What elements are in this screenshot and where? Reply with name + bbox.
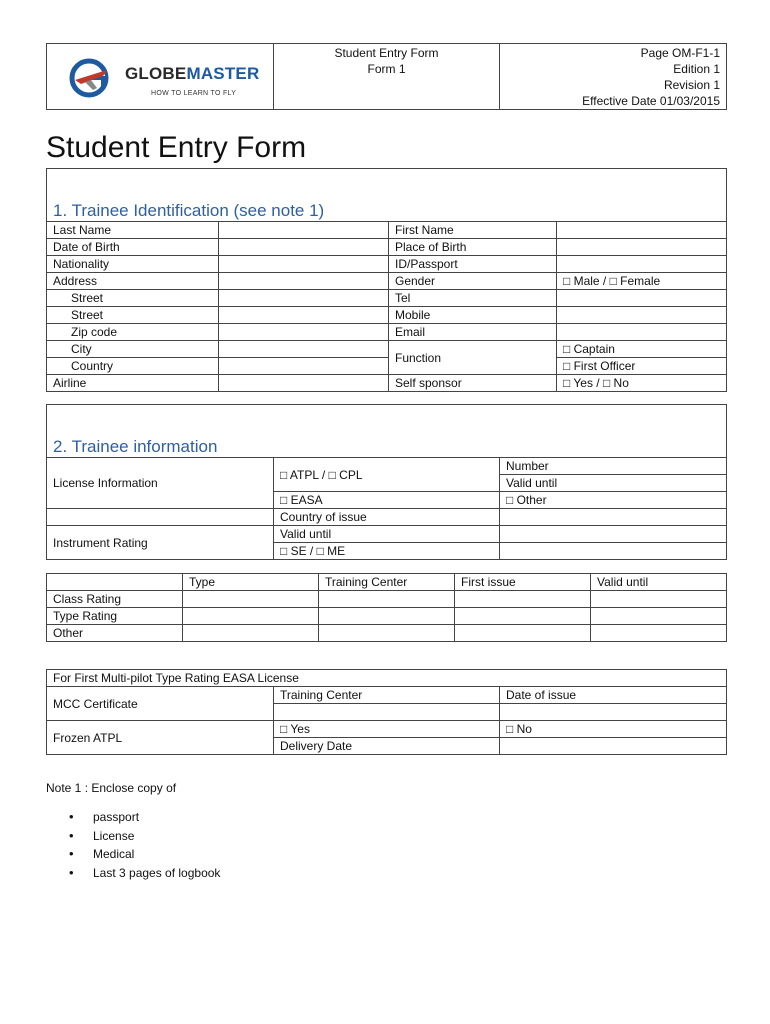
id-passport-label: ID/Passport — [389, 256, 557, 273]
table-row — [47, 256, 727, 273]
table-row — [47, 458, 727, 475]
country-issue-label: Country of issue — [274, 509, 500, 526]
logo-name-part2: MASTER — [186, 63, 260, 83]
nationality-label: Nationality — [47, 256, 219, 273]
table-row — [47, 625, 727, 642]
nationality-field[interactable] — [219, 256, 389, 273]
mcc-table — [46, 669, 727, 755]
table-row — [47, 591, 727, 608]
table-row — [47, 375, 727, 392]
table-row — [47, 273, 727, 290]
table-cell[interactable] — [319, 625, 455, 642]
street2-field[interactable] — [219, 307, 389, 324]
revision: Revision 1 — [663, 78, 720, 92]
table-cell[interactable] — [183, 625, 319, 642]
logo-tagline: HOW TO LEARN TO FLY — [151, 89, 237, 97]
street1-field[interactable] — [219, 290, 389, 307]
easa-option[interactable]: □ EASA — [274, 492, 500, 509]
ratings-table — [46, 573, 727, 642]
self-sponsor-options[interactable]: □ Yes / □ No — [557, 375, 727, 392]
table-cell[interactable] — [455, 591, 591, 608]
table-cell[interactable] — [183, 608, 319, 625]
table-cell[interactable] — [455, 625, 591, 642]
frozen-atpl-label: Frozen ATPL — [47, 721, 274, 755]
city-field[interactable] — [219, 341, 389, 358]
city-label: City — [47, 341, 219, 358]
address-field[interactable] — [219, 273, 389, 290]
first-name-field[interactable] — [557, 222, 727, 239]
ir-valid-label: Valid until — [274, 526, 500, 543]
note-list — [46, 808, 220, 882]
first-officer-option[interactable]: □ First Officer — [557, 358, 727, 375]
edition: Edition 1 — [673, 62, 720, 76]
tel-label: Tel — [389, 290, 557, 307]
id-passport-field[interactable] — [557, 256, 727, 273]
form-name: Student Entry Form — [334, 46, 439, 60]
note-label: Note 1 : Enclose copy of — [46, 781, 177, 795]
street1-label: Street — [47, 290, 219, 307]
table-cell[interactable] — [591, 625, 727, 642]
column-header: First issue — [455, 574, 591, 591]
atpl-cpl-option[interactable]: □ ATPL / □ CPL — [274, 458, 500, 492]
header-table — [46, 43, 727, 110]
zip-label: Zip code — [47, 324, 219, 341]
table-row — [47, 341, 727, 358]
globe-logo-icon — [67, 56, 115, 100]
page-title: Student Entry Form — [46, 131, 307, 164]
last-name-field[interactable] — [219, 222, 389, 239]
license-valid-label: Valid until — [500, 475, 727, 492]
tel-field[interactable] — [557, 290, 727, 307]
training-center-label: Training Center — [274, 687, 500, 704]
logo-cell — [47, 44, 274, 110]
mcc-heading: For First Multi-pilot Type Rating EASA License — [47, 670, 727, 687]
trainee-information-table — [46, 404, 727, 560]
gender-label: Gender — [389, 273, 557, 290]
pob-field[interactable] — [557, 239, 727, 256]
trainee-identification-table — [46, 168, 727, 392]
list-item: • Medical — [46, 845, 220, 864]
section1-title: 1. Trainee Identification (see note 1) — [47, 169, 727, 222]
delivery-date-label: Delivery Date — [274, 738, 500, 755]
email-label: Email — [389, 324, 557, 341]
list-item: • License — [46, 827, 220, 846]
frozen-no-option[interactable]: □ No — [500, 721, 727, 738]
license-number-label: Number — [500, 458, 727, 475]
mobile-label: Mobile — [389, 307, 557, 324]
page-ref: Page OM-F1-1 — [640, 46, 720, 60]
section2-title: 2. Trainee information — [47, 405, 727, 458]
row-label: Type Rating — [47, 608, 183, 625]
table-cell[interactable] — [319, 591, 455, 608]
effective-date: Effective Date 01/03/2015 — [582, 94, 720, 108]
other-option[interactable]: □ Other — [500, 492, 727, 509]
pob-label: Place of Birth — [389, 239, 557, 256]
mcc-certificate-label: MCC Certificate — [47, 687, 274, 721]
address-label: Address — [47, 273, 219, 290]
last-name-label: Last Name — [47, 222, 219, 239]
table-row — [47, 307, 727, 324]
street2-label: Street — [47, 307, 219, 324]
gender-options[interactable]: □ Male / □ Female — [557, 273, 727, 290]
zip-field[interactable] — [219, 324, 389, 341]
table-cell[interactable] — [455, 608, 591, 625]
first-name-label: First Name — [389, 222, 557, 239]
se-me-field[interactable] — [500, 543, 727, 560]
column-header — [47, 574, 183, 591]
column-header: Training Center — [319, 574, 455, 591]
ir-valid-field[interactable] — [500, 526, 727, 543]
captain-option[interactable]: □ Captain — [557, 341, 727, 358]
frozen-yes-option[interactable]: □ Yes — [274, 721, 500, 738]
logo — [53, 52, 267, 102]
table-cell[interactable] — [591, 591, 727, 608]
function-label: Function — [389, 341, 557, 375]
list-item: • Last 3 pages of logbook — [46, 864, 220, 883]
table-row — [47, 721, 727, 738]
table-row — [47, 687, 727, 704]
country-issue-spacer — [47, 509, 274, 526]
table-row — [47, 358, 727, 375]
airline-field[interactable] — [219, 375, 389, 392]
instrument-rating-label: Instrument Rating — [47, 526, 274, 560]
date-issue-field[interactable] — [500, 704, 727, 721]
dob-label: Date of Birth — [47, 239, 219, 256]
row-label: Other — [47, 625, 183, 642]
header-right — [500, 44, 727, 110]
form-number: Form 1 — [367, 62, 406, 76]
delivery-date-field[interactable] — [500, 738, 727, 755]
row-label: Class Rating — [47, 591, 183, 608]
airline-label: Airline — [47, 375, 219, 392]
mobile-field[interactable] — [557, 307, 727, 324]
email-field[interactable] — [557, 324, 727, 341]
self-sponsor-label: Self sponsor — [389, 375, 557, 392]
license-info-label: License Information — [47, 458, 274, 509]
se-me-option[interactable]: □ SE / □ ME — [274, 543, 500, 560]
logo-name-part1: GLOBE — [125, 63, 187, 83]
table-row — [47, 608, 727, 625]
table-cell[interactable] — [183, 591, 319, 608]
table-row — [47, 526, 727, 543]
table-cell[interactable] — [319, 608, 455, 625]
table-row — [47, 324, 727, 341]
table-row — [47, 509, 727, 526]
country-field[interactable] — [219, 358, 389, 375]
table-row — [47, 239, 727, 256]
dob-field[interactable] — [219, 239, 389, 256]
table-row — [47, 290, 727, 307]
ratings-header-row — [47, 574, 727, 591]
country-issue-field[interactable] — [500, 509, 727, 526]
table-cell[interactable] — [591, 608, 727, 625]
country-label: Country — [47, 358, 219, 375]
header-center — [274, 44, 500, 110]
table-row — [47, 222, 727, 239]
column-header: Valid until — [591, 574, 727, 591]
column-header: Type — [183, 574, 319, 591]
date-issue-label: Date of issue — [500, 687, 727, 704]
list-item: • passport — [46, 808, 220, 827]
training-center-field[interactable] — [274, 704, 500, 721]
